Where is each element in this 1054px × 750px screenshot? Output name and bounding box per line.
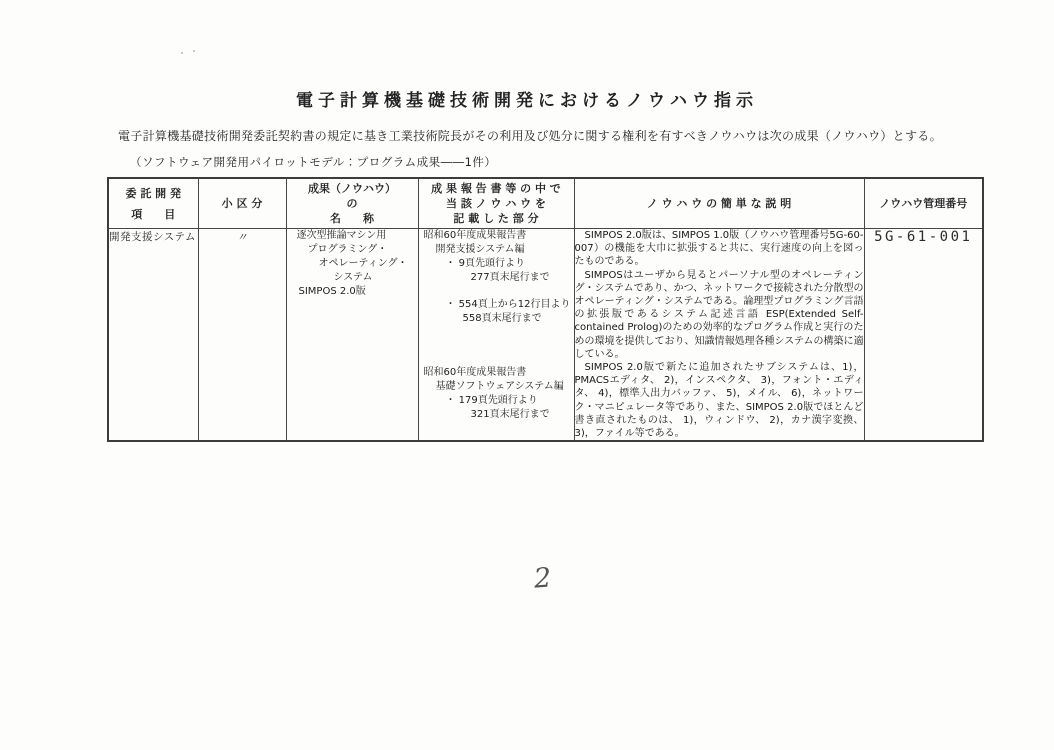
header-line: 項 目 (131, 207, 176, 221)
header-description (574, 178, 864, 229)
report-reference-block (419, 229, 574, 326)
knowhow-table (107, 177, 984, 442)
cell-description (574, 229, 864, 442)
report-line: 開発支援システム編 (435, 244, 525, 255)
header-line: 小 区 分 (221, 197, 263, 210)
header-line: ノウハウ管理番号 (879, 197, 968, 210)
cell-control-number: 5G-61-001 (864, 229, 983, 442)
cell-report-part (418, 229, 574, 442)
header-line: 記 載 し た 部 分 (453, 212, 539, 225)
report-line: ・ 9頁先頭行より (445, 258, 526, 269)
result-name-line: オペレーティング・ (318, 258, 408, 269)
document-title: 電子計算機基礎技術開発におけるノウハウ指示 (296, 91, 758, 111)
report-line: 昭和60年度成果報告書 (423, 367, 527, 378)
report-line: 昭和60年度成果報告書 (423, 230, 527, 241)
scan-artifact (193, 50, 195, 52)
header-line: 当 該 ノ ウ ハ ウ を (446, 197, 546, 210)
report-line: 321頁末尾行まで (470, 409, 550, 420)
result-name-line: 逐次型推論マシン用 (296, 230, 387, 241)
header-line: 名 称 (330, 212, 374, 225)
header-line: ノ ウ ハ ウ の 簡 単 な 説 明 (646, 197, 792, 210)
report-line: 558頁末尾行まで (462, 313, 542, 324)
cell-subdivision-ditto-mark: 〃 (198, 229, 286, 442)
cell-result-name (286, 229, 418, 442)
report-reference-block (419, 366, 574, 422)
header-line: の (346, 197, 358, 210)
header-commission-item (108, 178, 198, 229)
table-header-row (108, 178, 983, 229)
result-name-line: プログラミング・ (307, 244, 388, 255)
category-note: （ソフトウェア開発用パイロットモデル：プログラム成果――1件） (130, 155, 497, 169)
header-report-part (418, 178, 574, 229)
table-row (108, 229, 983, 442)
handwritten-page-number: 2 (532, 562, 553, 595)
cell-commission-item: 開発支援システム (108, 229, 198, 442)
header-result-name (286, 178, 418, 229)
report-line: ・ 554頁上から12行目より (445, 299, 571, 310)
description-paragraph: SIMPOSはユーザから見るとパーソナル型のオペレーティング・システムであり、かつ、ネットワークで接続された分散型のオペレーティング・システムである。論理型プログラミング言語の拡張版であるシステム記述言語 ESP(Extended Self-contained Prolog)のための効率的なプログラム作成と実行のための環境を提供しており、知識情報処理各種システムの構築に適している。 (574, 269, 864, 360)
result-name-line: SIMPOS 2.0版 (298, 286, 366, 297)
header-line: 委 託 開 発 (125, 186, 181, 200)
report-line: ・ 179頁先頭行より (445, 395, 538, 406)
scan-artifact (181, 52, 183, 54)
header-control-number (864, 178, 983, 229)
report-line: 基礎ソフトウェアシステム編 (435, 381, 564, 392)
intro-paragraph: 電子計算機基礎技術開発委託契約書の規定に基き工業技術院長がその利用及び処分に関する権利を有すべきノウハウは次の成果（ノウハウ）とする。 (118, 129, 942, 143)
description-paragraph: SIMPOS 2.0版は、SIMPOS 1.0版（ノウハウ管理番号5G-60-007）の機能を大巾に拡張すると共に、実行速度の向上を図ったものである。 (574, 230, 864, 268)
result-name-line: システム (333, 272, 373, 283)
header-line: 成 果 報 告 書 等 の 中 で (431, 182, 561, 195)
report-line: 277頁末尾行まで (470, 272, 550, 283)
header-line: 成果（ノウハウ） (308, 182, 396, 195)
description-paragraph: SIMPOS 2.0版で新たに追加されたサブシステムは、1)，PMACSエディタ、 2)，インスペクタ、 3)，フォント・エディタ、 4)，標準入出力バッファ、 5)，メイル、 6)，ネットワーク・マニピュレータ等であり、また、SIMPOS 2.0版でほとんど書き直されたものは、 1)，ウィンドウ、 2)，カナ漢字変換、 3)，ファイル等である。 (574, 362, 864, 440)
header-subdivision (198, 178, 286, 229)
